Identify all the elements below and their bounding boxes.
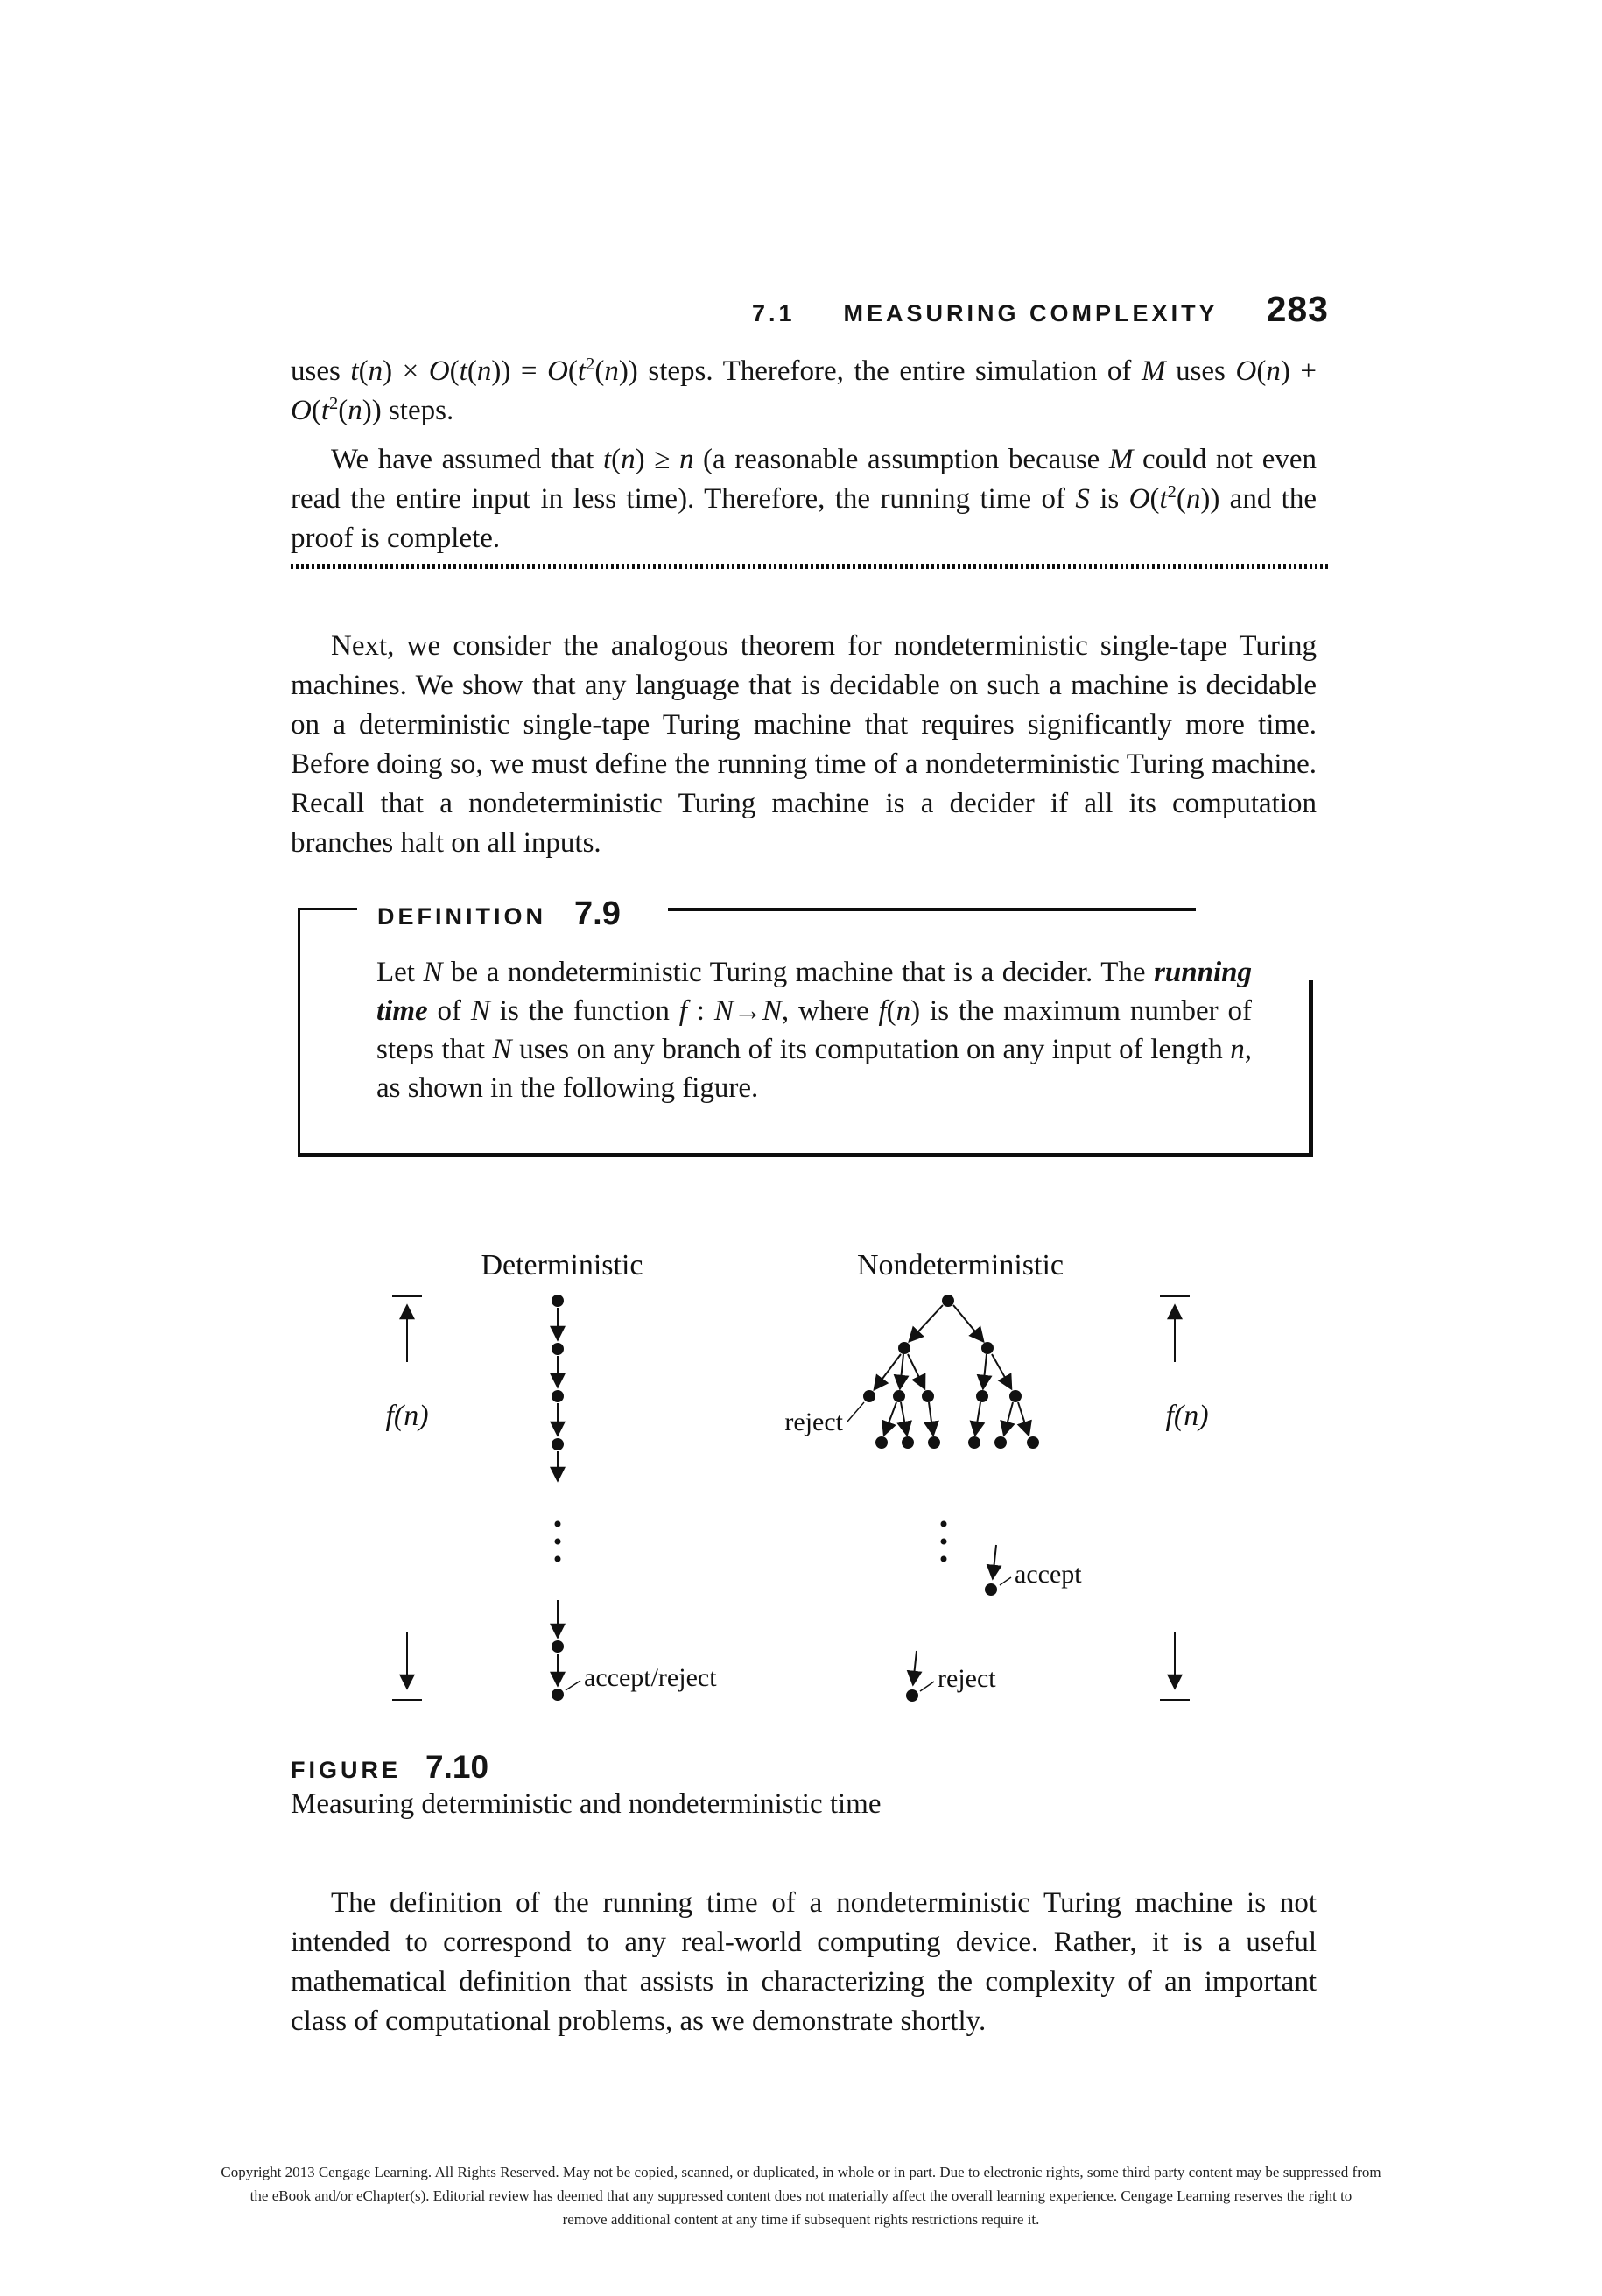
figure-caption-text: Measuring deterministic and nondeterministic time (291, 1788, 882, 1820)
definition-box (298, 895, 1313, 1157)
definition-box-bottom-rule (298, 1153, 1313, 1157)
figure-diagram (289, 1250, 1331, 1707)
footer-line-3: remove additional content at any time if subsequent rights restrictions require it. (562, 2211, 1040, 2228)
bottom-reject-label: reject (938, 1664, 996, 1693)
paragraph-next-theorem: Next, we consider the analogous theorem for nondeterministic single-tape Turing machines. We show that any language that is decidable on such a machine is decidable on a deterministic single-tape Turing machine that requires significantly more time. Before doing so, we must define the running time of a nondeterministic Turing machine. Recall that a nondeterministic Turing machine is a decider if all its computation branches halt on all inputs. (291, 630, 1317, 859)
section-title: MEASURING COMPLEXITY (843, 300, 1219, 326)
definition-label: DEFINITION (377, 903, 546, 930)
tree-reject-label: reject (784, 1408, 843, 1436)
right-f-of-n-label: f(n) (1165, 1400, 1209, 1432)
figure-caption-heading (291, 1749, 488, 1786)
paragraph-proof-continuation: uses $t(n) \times O(t(n)) = O(t^2(n))$ steps. Therefore, the entire simulation of M uses $O(n) + O(t^2(n))$ steps. (291, 355, 1317, 426)
definition-body: Let N be a nondeterministic Turing machine that is a decider. The running time of N is the function f : N→N, where f(n) is the maximum number of steps that N uses on any branch of its computation on any input of length n, as shown in the following figure. (376, 957, 1253, 1104)
accept-label: accept (1015, 1560, 1082, 1589)
left-measure (385, 1296, 428, 1700)
footer-line-2: the eBook and/or eChapter(s). Editorial review has deemed that any suppressed content does not materially affect the overall learning experience. Cengage Learning reserves the right to (249, 2187, 1353, 2204)
nondeterministic-title: Nondeterministic (856, 1250, 1064, 1281)
nondeterministic-tree (784, 1295, 1082, 1702)
section-number: 7.1 (752, 300, 796, 326)
proof-end-dotted-rule (291, 564, 1329, 569)
left-f-of-n-label: f(n) (385, 1400, 429, 1432)
deterministic-chain (552, 1295, 717, 1701)
definition-number: 7.9 (574, 895, 621, 932)
copyright-footer (0, 2160, 1602, 2231)
deterministic-title: Deterministic (481, 1250, 643, 1281)
right-measure (1160, 1296, 1209, 1700)
paragraph-discussion: The definition of the running time of a nondeterministic Turing machine is not intended to correspond to any real-world computing device. Rather, it is a useful mathematical definition that assists in characterizing the complexity of an important class of computational problems, as we demonstrate shortly. (291, 1887, 1317, 2037)
definition-heading (377, 895, 621, 933)
definition-box-right-rule (1309, 980, 1313, 1157)
footer-line-1: Copyright 2013 Cengage Learning. All Rights Reserved. May not be copied, scanned, or duplicated, in whole or in part. Due to electronic rights, some third party content may be suppressed from (221, 2164, 1381, 2180)
paragraph-proof-conclusion: We have assumed that t(n) ≥ n (a reasonable assumption because M could not even read the entire input in less time). Therefore, the running time of S is $O(t^2(n))$ and the proof is complete. (291, 444, 1317, 554)
page-number: 283 (1266, 289, 1329, 329)
definition-box-top-right-rule (668, 908, 1196, 911)
figure-7-10 (289, 1250, 1331, 1711)
definition-box-top-left-rule (298, 908, 357, 910)
figure-label: FIGURE (291, 1757, 402, 1783)
running-head (291, 289, 1329, 330)
figure-number: 7.10 (425, 1749, 489, 1785)
accept-reject-label: accept/reject (584, 1663, 717, 1692)
definition-box-left-rule (298, 908, 300, 1157)
